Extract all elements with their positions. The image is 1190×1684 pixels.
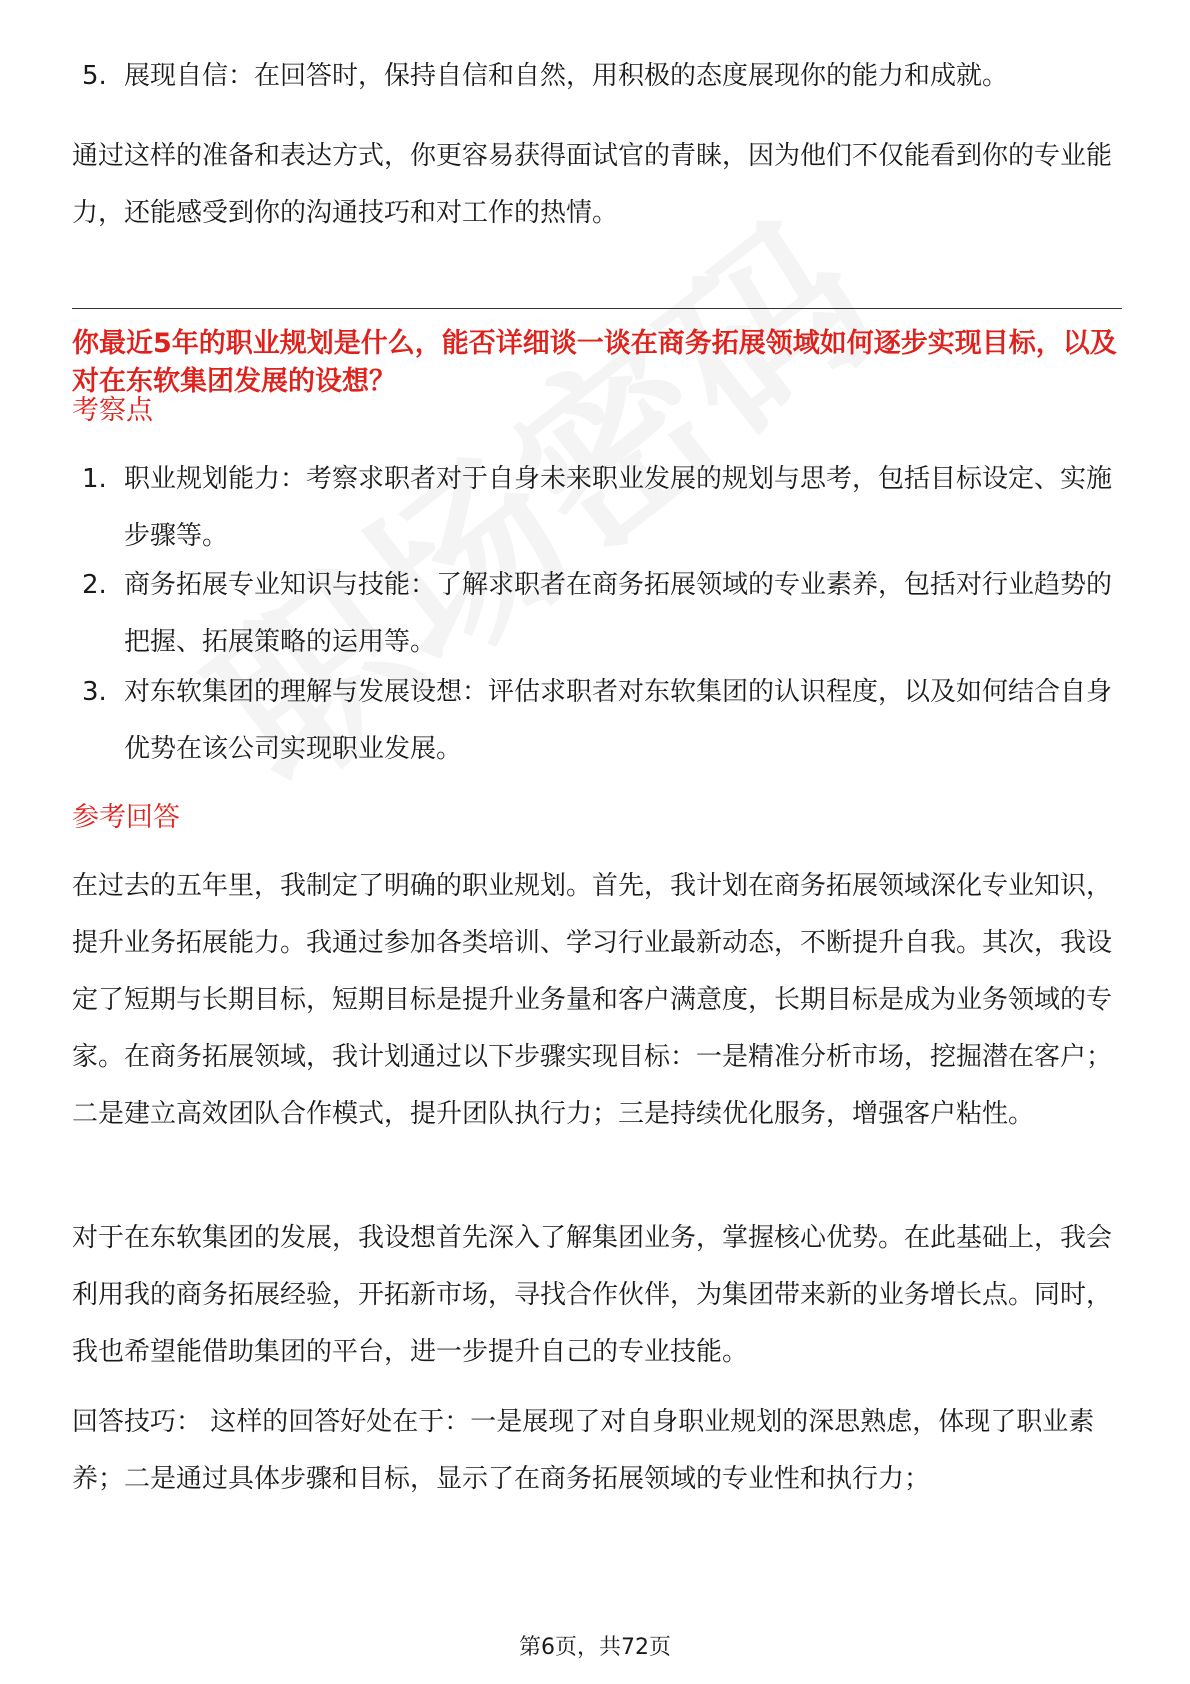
list-text: 职业规划能力：考察求职者对于自身未来职业发展的规划与思考，包括目标设定、实施步骤等。 [124, 464, 1113, 551]
paragraph: 回答技巧： 这样的回答好处在于：一是展现了对自身职业规划的深思熟虑，体现了职业素养；二是通过具体步骤和目标，显示了在商务拓展领域的专业性和执行力； [72, 1407, 1095, 1494]
list-text: 商务拓展专业知识与技能：了解求职者在商务拓展领域的专业素养，包括对行业趋势的把握、拓展策略的运用等。 [124, 570, 1113, 657]
list-text: 对东软集团的理解与发展设想：评估求职者对东软集团的认识程度，以及如何结合自身优势在该公司实现职业发展。 [124, 677, 1113, 764]
section-heading: 参考回答 [72, 802, 180, 833]
list-item [82, 451, 1112, 565]
section-heading: 考察点 [72, 395, 153, 426]
paragraph: 对于在东软集团的发展，我设想首先深入了解集团业务，掌握核心优势。在此基础上，我会利用我的商务拓展经验，开拓新市场，寻找合作伙伴，为集团带来新的业务增长点。同时，我也希望能借助集团的平台，进一步提升自己的专业技能。 [72, 1223, 1113, 1367]
list-number: 3. [82, 677, 107, 707]
list-item [82, 557, 1112, 671]
list-number: 5. [82, 61, 107, 91]
page-number: 第6页，共72页 [519, 1635, 671, 1660]
list-number: 2. [82, 570, 107, 600]
list-number: 1. [82, 464, 107, 494]
divider [72, 308, 1122, 309]
list-text: 展现自信：在回答时，保持自信和自然，用积极的态度展现你的能力和成就。 [124, 61, 1009, 91]
list-item [82, 664, 1112, 778]
list-item [82, 48, 1112, 105]
question-heading: 你最近5年的职业规划是什么，能否详细谈一谈在商务拓展领域如何逐步实现目标，以及对在东软集团发展的设想？ [72, 328, 1117, 397]
paragraph: 通过这样的准备和表达方式，你更容易获得面试官的青睐，因为他们不仅能看到你的专业能力，还能感受到你的沟通技巧和对工作的热情。 [72, 141, 1113, 228]
paragraph: 在过去的五年里，我制定了明确的职业规划。首先，我计划在商务拓展领域深化专业知识，提升业务拓展能力。我通过参加各类培训、学习行业最新动态，不断提升自我。其次，我设定了短期与长期目标，短期目标是提升业务量和客户满意度，长期目标是成为业务领域的专家。在商务拓展领域，我计划通过以下步骤实现目标：一是精准分析市场，挖掘潜在客户；二是建立高效团队合作模式，提升团队执行力；三是持续优化服务，增强客户粘性。 [72, 871, 1113, 1129]
